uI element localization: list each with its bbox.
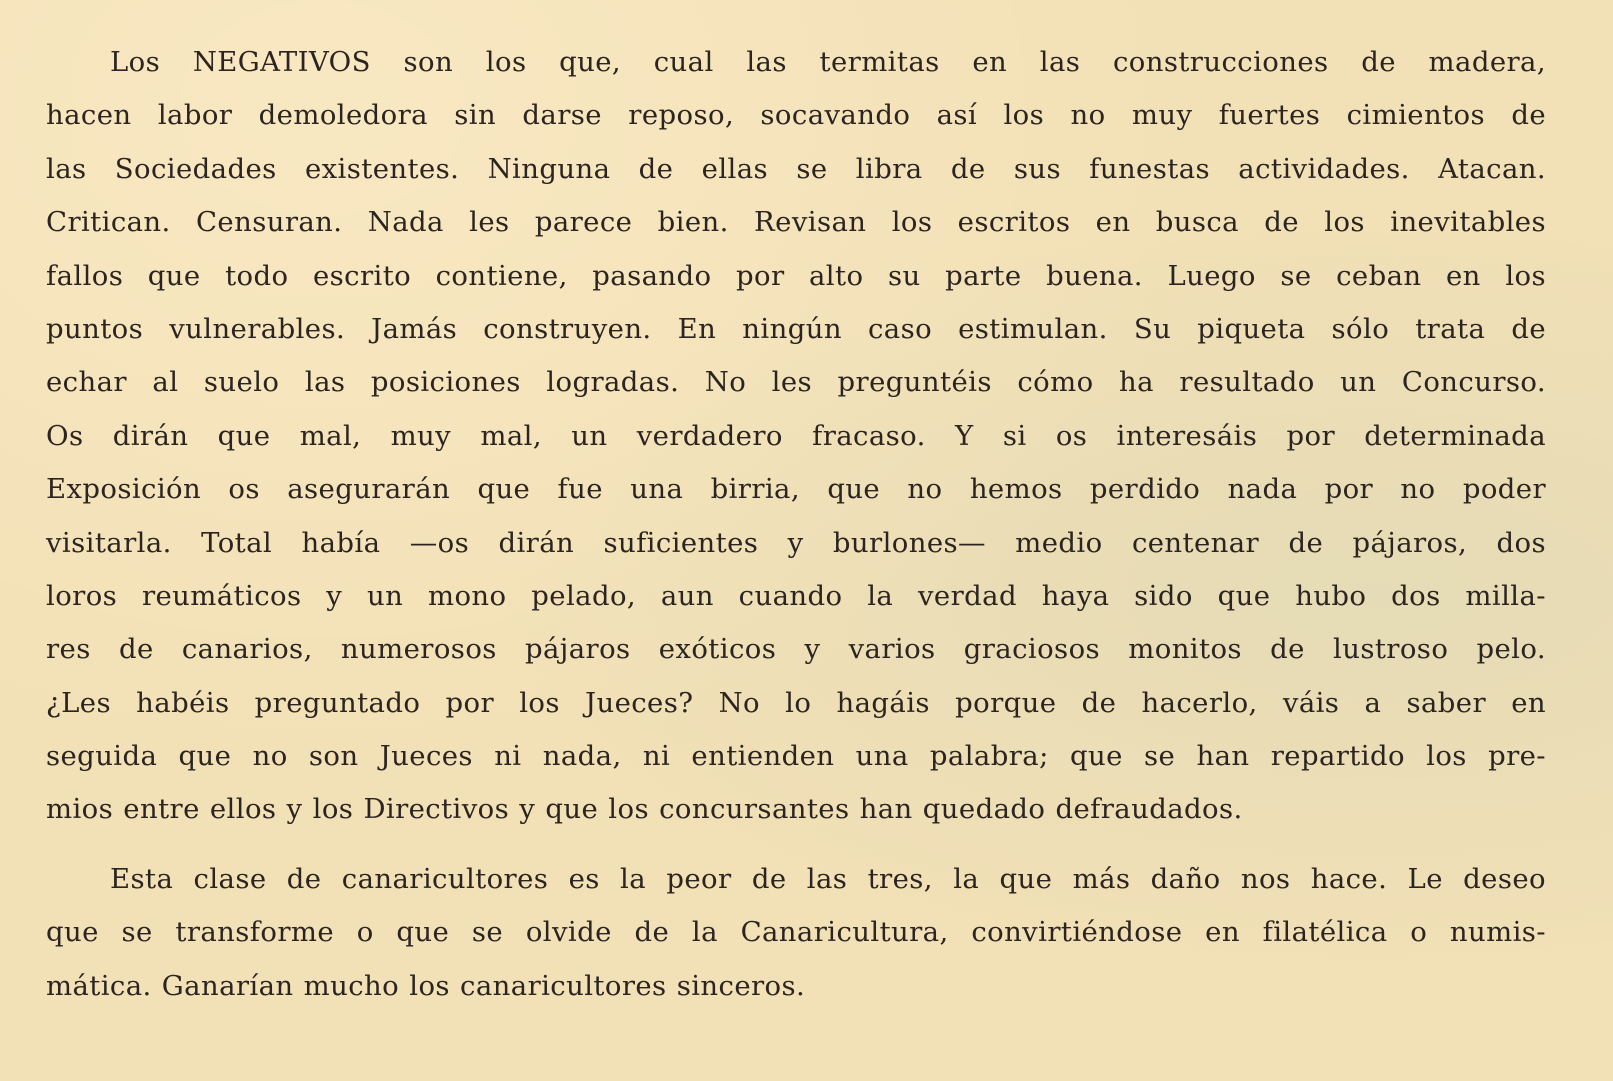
text-line: mios entre ellos y los Directivos y que los concursantes han quedado defraudados. bbox=[46, 793, 1243, 826]
text-line: res de canarios, numerosos pájaros exóticos y varios graciosos monitos de lustroso pelo. bbox=[46, 633, 1546, 666]
text-line: mática. Ganarían mucho los canaricultores sinceros. bbox=[46, 969, 806, 1002]
text-line: Critican. Censuran. Nada les parece bien. Revisan los escritos en busca de los inevitables bbox=[46, 206, 1546, 239]
text-line: que se transforme o que se olvide de la Canaricultura, convirtiéndose en filatélica o numis- bbox=[46, 916, 1546, 949]
text-line: puntos vulnerables. Jamás construyen. En ningún caso estimulan. Su piqueta sólo trata de bbox=[46, 312, 1546, 345]
text-line: Los NEGATIVOS son los que, cual las termitas en las construcciones de madera, bbox=[110, 46, 1546, 78]
text-line: echar al suelo las posiciones logradas. No les preguntéis cómo ha resultado un Concurso. bbox=[46, 366, 1546, 399]
text-line: fallos que todo escrito contiene, pasando por alto su parte buena. Luego se ceban en los bbox=[46, 259, 1546, 292]
paragraph-canaricultores bbox=[46, 853, 1546, 1013]
text-line: Exposición os asegurarán que fue una birria, que no hemos perdido nada por no poder bbox=[46, 473, 1546, 506]
text-line: seguida que no son Jueces ni nada, ni entienden una palabra; que se han repartido los pre- bbox=[46, 740, 1546, 773]
text-line: las Sociedades existentes. Ninguna de ellas se libra de sus funestas actividades. Atacan. bbox=[46, 152, 1546, 185]
text-line: hacen labor demoledora sin darse reposo, socavando así los no muy fuertes cimientos de bbox=[46, 99, 1546, 132]
text-line: visitarla. Total había —os dirán suficientes y burlones— medio centenar de pájaros, dos bbox=[46, 526, 1546, 559]
article-body bbox=[46, 36, 1546, 1013]
paragraph-spacer bbox=[46, 837, 1546, 853]
text-line: ¿Les habéis preguntado por los Jueces? No lo hagáis porque de hacerlo, váis a saber en bbox=[46, 686, 1546, 719]
text-line: Os dirán que mal, muy mal, un verdadero fracaso. Y si os interesáis por determinada bbox=[46, 419, 1546, 452]
paragraph-negativos bbox=[46, 36, 1546, 837]
text-line: Esta clase de canaricultores es la peor de las tres, la que más daño nos hace. Le deseo bbox=[110, 862, 1546, 895]
text-line: loros reumáticos y un mono pelado, aun cuando la verdad haya sido que hubo dos milla- bbox=[46, 579, 1546, 612]
